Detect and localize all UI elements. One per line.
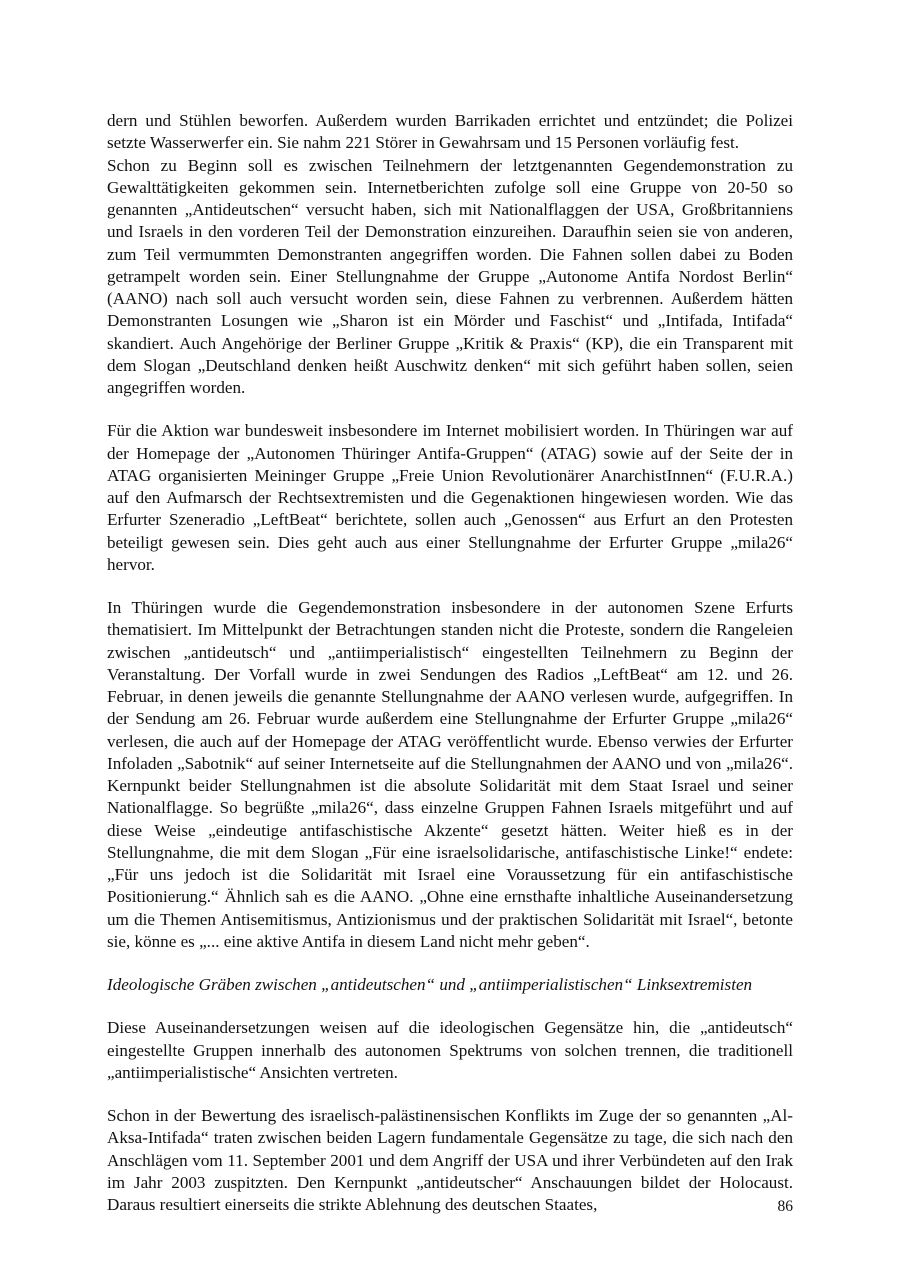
paragraph-thuringia-reception: In Thüringen wurde die Gegendemonstration insbesondere in der autonomen Szene Erfurts thematisiert. Im Mittelpunkt der Betrachtungen standen nicht die Proteste, sondern die Rangeleien zwischen „antideutsch“ und „antiimperialistisch“ eingestellten Teilnehmern zu Beginn der Veranstaltung. Der Vorfall wurde in zwei Sendungen des Radios „LeftBeat“ am 12. und 26. Februar, in denen jeweils die genannte Stellungnahme der AANO verlesen wurde, aufgegriffen. In der Sendung am 26. Februar wurde außerdem eine Stellungnahme der Erfurter Gruppe „mila26“ verlesen, die auch auf der Homepage der ATAG veröffentlicht wurde. Ebenso verwies der Erfurter Infoladen „Sabotnik“ auf seiner Internetseite auf die Stellungnahmen der AANO und von „mila26“. Kernpunkt beider Stellungnahmen ist die absolute Solidarität mit dem Staat Israel und seiner Nationalflagge. So begrüßte „mila26“, dass einzelne Gruppen Fahnen Israels mitgeführt und auf diese Weise „eindeutige antifaschistische Akzente“ gesetzt hätten. Weiter hieß es in der Stellungnahme, die mit dem Slogan „Für eine israelsolidarische, antifaschistische Linke!“ endete: „Für uns jedoch ist die Solidarität mit Israel eine Voraussetzung für ein antifaschistische Positionierung.“ Ähnlich sah es die AANO. „Ohne eine ernsthafte inhaltliche Auseinandersetzung um die Themen Antisemitismus, Antizionismus und der praktischen Solidarität mit Israel“, betonte sie, könne es „... eine aktive Antifa in diesem Land nicht mehr geben“. — [107, 598, 793, 951]
section-heading: Ideologische Gräben zwischen „antideutschen“ und „antiimperialistischen“ Linksextremisten — [107, 975, 753, 994]
paragraph-clashes: Schon zu Beginn soll es zwischen Teilnehmern der letztgenannten Gegendemonstration zu Gewalttätigkeiten gekommen sein. Internetberichten zufolge soll eine Gruppe von 20-50 so genannten „Antideutschen“ versucht haben, sich mit Nationalflaggen der USA, Großbritanniens und Israels in den vorderen Teil der Demonstration einzureihen. Daraufhin seien sie von anderen, zum Teil vermummten Demonstranten angegriffen worden. Die Fahnen sollen dabei zu Boden getrampelt worden sein. Einer Stellungnahme der Gruppe „Autonome Antifa Nordost Berlin“ (AANO) nach soll auch versucht worden sein, diese Fahnen zu verbrennen. Außerdem hätten Demonstranten Losungen wie „Sharon ist ein Mörder und Faschist“ und „Intifada, Intifada“ skandiert. Auch Angehörige der Berliner Gruppe „Kritik & Praxis“ (KP), die ein Transparent mit dem Slogan „Deutschland denken heißt Auschwitz denken“ mit sich geführt haben sollen, seien angegriffen worden. — [107, 155, 793, 397]
paragraph-conflict-assessment: Schon in der Bewertung des israelisch-palästinensischen Konflikts im Zuge der so genannten „Al-Aksa-Intifada“ traten zwischen beiden Lagern fundamentale Gegensätze zu tage, die sich nach den Anschlägen vom 11. September 2001 und dem Angriff der USA und ihrer Verbündeten auf den Irak im Jahr 2003 zuspitzten. Den Kernpunkt „antideutscher“ Anschauungen bildet der Holocaust. Daraus resultiert einerseits die strikte Ablehnung des deutschen Staates, — [107, 1106, 793, 1214]
paragraph-police-action: dern und Stühlen beworfen. Außerdem wurden Barrikaden errichtet und entzündet; die Polizei setzte Wasserwerfer ein. Sie nahm 221 Störer in Gewahrsam und 15 Personen vorläufig fest. — [107, 111, 793, 153]
document-page — [107, 110, 793, 1216]
paragraph-ideological-contrast: Diese Auseinandersetzungen weisen auf die ideologischen Gegensätze hin, die „antideutsch“ eingestellte Gruppen innerhalb des autonomen Spektrums von solchen trennen, die traditionell „antiimperialistische“ Ansichten vertreten. — [107, 1018, 793, 1082]
page-number: 86 — [777, 1198, 793, 1215]
paragraph-mobilization: Für die Aktion war bundesweit insbesondere im Internet mobilisiert worden. In Thüringen war auf der Homepage der „Autonomen Thüringer Antifa-Gruppen“ (ATAG) sowie auf der Seite der in ATAG organisierten Meininger Gruppe „Freie Union Revolutionärer AnarchistInnen“ (F.U.R.A.) auf den Aufmarsch der Rechtsextremisten und die Gegenaktionen hingewiesen worden. Wie das Erfurter Szeneradio „LeftBeat“ berichtete, sollen auch „Genossen“ aus Erfurt an den Protesten beteiligt gewesen sein. Dies geht auch aus einer Stellungnahme der Erfurter Gruppe „mila26“ hervor. — [107, 421, 793, 574]
